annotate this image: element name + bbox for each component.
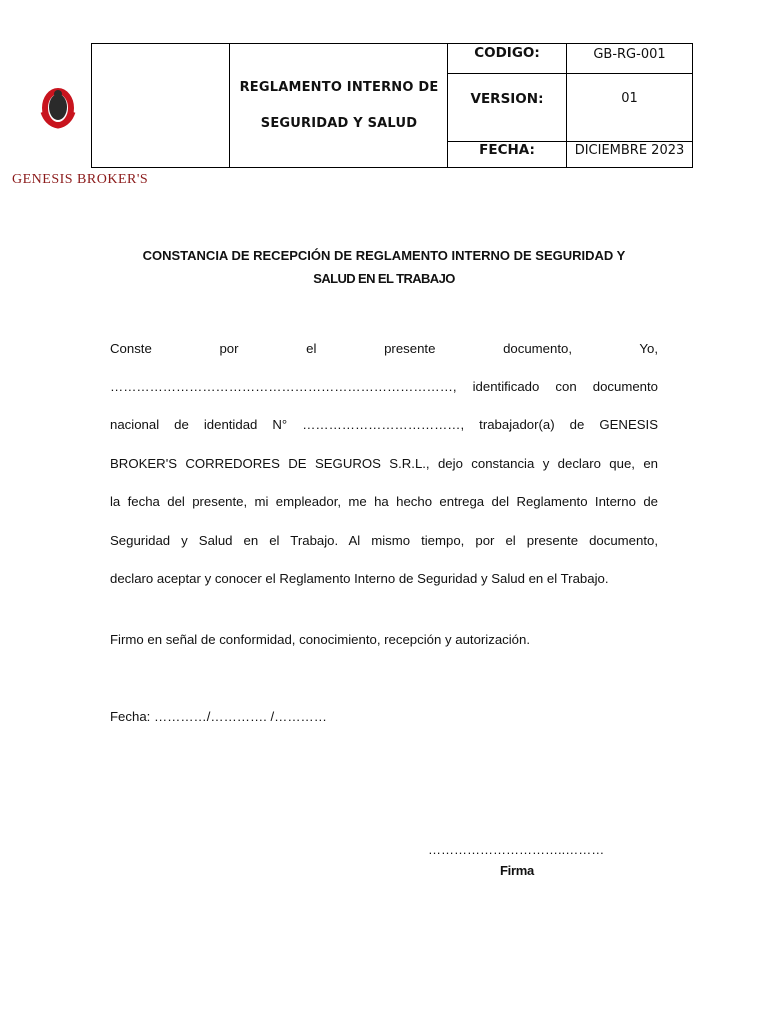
fecha-field: Fecha: …………/…………. /…………	[110, 709, 327, 724]
body-line-4: BROKER'S CORREDORES DE SEGUROS S.R.L., dejo constancia y declaro que, en	[110, 456, 658, 471]
fecha-label: FECHA:	[479, 142, 535, 158]
codigo-value: GB-RG-001	[593, 47, 666, 62]
firmo-statement: Firmo en señal de conformidad, conocimiento, recepción y autorización.	[110, 632, 531, 647]
version-value-cell	[567, 74, 692, 142]
fecha-value: DICIEMBRE 2023	[574, 143, 685, 158]
version-label: VERSION:	[470, 91, 544, 107]
version-label-cell	[448, 74, 567, 142]
version-value: 01	[621, 91, 638, 106]
fecha-label-cell	[448, 142, 567, 167]
document-heading-line-2: SALUD EN EL TRABAJO	[313, 271, 455, 286]
body-line-2: ……………………………………………………………………, identificado con documento	[110, 379, 658, 394]
document-heading-line-1: CONSTANCIA DE RECEPCIÓN DE REGLAMENTO INTERNO DE SEGURIDAD Y	[142, 248, 626, 263]
fecha-value-cell	[567, 142, 692, 167]
body-line-3: nacional de identidad N° ………………………………, trabajador(a) de GENESIS	[110, 417, 658, 432]
codigo-label-cell	[448, 44, 567, 74]
codigo-label: CODIGO:	[474, 45, 540, 61]
body-line-7: declaro aceptar y conocer el Reglamento Interno de Seguridad y Salud en el Trabajo.	[110, 571, 609, 586]
header-title-cell	[230, 44, 448, 167]
codigo-value-cell	[567, 44, 692, 74]
body-line-6: Seguridad y Salud en el Trabajo. Al mismo tiempo, por el presente documento,	[110, 533, 658, 548]
signature-label: Firma	[500, 863, 534, 878]
body-line-1: Conste por el presente documento, Yo,	[110, 341, 658, 356]
body-line-5: la fecha del presente, mi empleador, me ha hecho entrega del Reglamento Interno de	[110, 494, 658, 509]
header-title-line-1: REGLAMENTO INTERNO DE	[239, 80, 439, 95]
company-logo	[12, 72, 130, 162]
header-title-line-2: SEGURIDAD Y SALUD	[260, 116, 418, 131]
logo-wordmark-text: GENESIS BROKER'S	[12, 172, 149, 187]
signature-line: …………………………..………	[428, 842, 605, 857]
logo-wordmark	[12, 172, 148, 188]
document-header-table	[91, 43, 693, 168]
